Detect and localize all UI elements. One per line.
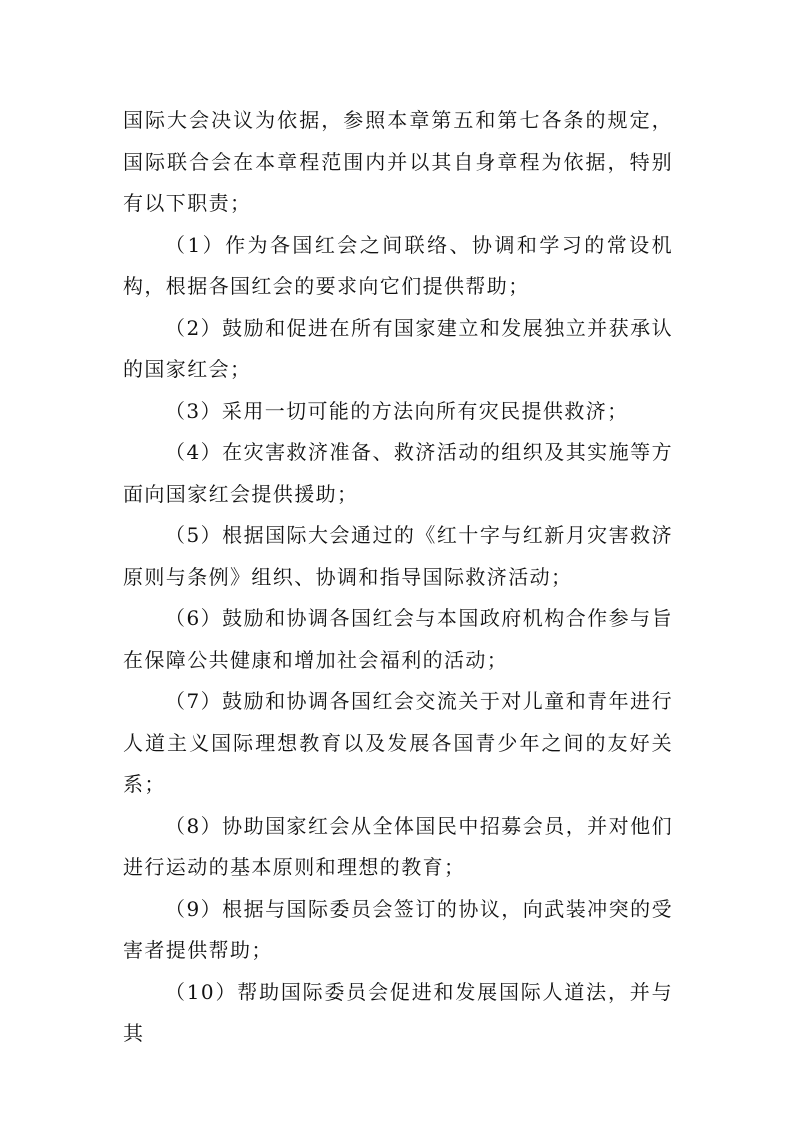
paragraph-item-4: （4）在灾害救济准备、救济活动的组织及其实施等方面向国家红会提供援助； xyxy=(123,440,673,506)
paragraph-item-5: （5）根据国际大会通过的《红十字与红新月灾害救济原则与条例》组织、协调和指导国际救济活动； xyxy=(123,523,673,589)
paragraph-item-10: （10）帮助国际委员会促进和发展国际人道法，并与其 xyxy=(123,979,673,1045)
paragraph-item-8: （8）协助国家红会从全体国民中招募会员，并对他们进行运动的基本原则和理想的教育； xyxy=(123,813,673,879)
paragraph-item-6: （6）鼓励和协调各国红会与本国政府机构合作参与旨在保障公共健康和增加社会福利的活动； xyxy=(123,606,673,672)
paragraph-item-3: （3）采用一切可能的方法向所有灾民提供救济； xyxy=(165,398,629,423)
paragraph-item-1: （1）作为各国红会之间联络、协调和学习的常设机构，根据各国红会的要求向它们提供帮助； xyxy=(123,232,673,298)
paragraph-item-9: （9）根据与国际委员会签订的协议，向武装冲突的受害者提供帮助； xyxy=(123,896,673,962)
document-body xyxy=(123,100,673,1055)
paragraph-intro-continuation: 国际大会决议为依据，参照本章第五和第七各条的规定，国际联合会在本章程范围内并以其自身章程为依据，特别有以下职责； xyxy=(123,108,673,215)
paragraph-item-2: （2）鼓励和促进在所有国家建立和发展独立并获承认的国家红会； xyxy=(123,315,673,381)
paragraph-item-7: （7）鼓励和协调各国红会交流关于对儿童和青年进行人道主义国际理想教育以及发展各国青少年之间的友好关系； xyxy=(123,689,673,796)
